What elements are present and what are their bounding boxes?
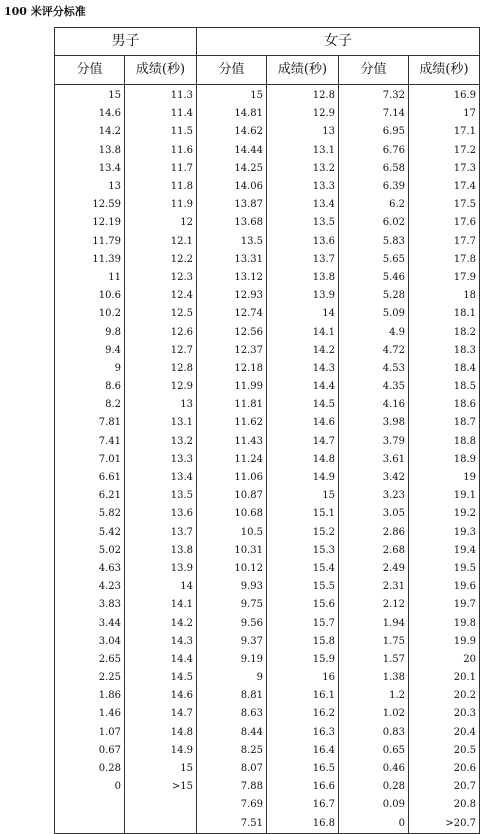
female-time-cell: 14.1 [267, 323, 339, 341]
male-time-cell: 11.9 [125, 196, 197, 214]
female-score-cell: 8.63 [197, 705, 267, 723]
female-score-cell-2: 7.14 [339, 105, 409, 123]
female-score-cell: 9.19 [197, 651, 267, 669]
male-time-cell: 13.1 [125, 414, 197, 432]
female-score-cell: 14.06 [197, 178, 267, 196]
male-time-cell: 14.5 [125, 669, 197, 687]
female-score-cell: 11.24 [197, 451, 267, 469]
female-score-cell: 8.07 [197, 760, 267, 778]
female-score-cell-2: 0 [339, 815, 409, 834]
female-score-cell-2: 2.12 [339, 596, 409, 614]
male-time-cell: 13.8 [125, 542, 197, 560]
female-time-cell: 14.7 [267, 433, 339, 451]
female-time-cell-2: 18.9 [409, 451, 480, 469]
female-time-cell-2: >20.7 [409, 815, 480, 834]
female-score-cell-2: 5.65 [339, 251, 409, 269]
table-row [55, 251, 480, 269]
table-row [55, 633, 480, 651]
table-row [55, 396, 480, 414]
table-row [55, 123, 480, 141]
female-score-cell: 8.81 [197, 687, 267, 705]
female-time-cell: 12.8 [267, 85, 339, 106]
female-time-cell: 15.4 [267, 560, 339, 578]
male-score-cell: 11.79 [55, 233, 125, 251]
table-row [55, 724, 480, 742]
table-row [55, 342, 480, 360]
female-score-cell: 9.37 [197, 633, 267, 651]
female-score-cell: 11.43 [197, 433, 267, 451]
female-score-cell-2: 0.83 [339, 724, 409, 742]
female-score-cell-2: 5.28 [339, 287, 409, 305]
male-time-cell: 14.8 [125, 724, 197, 742]
female-time-cell-2: 18.6 [409, 396, 480, 414]
table-row [55, 451, 480, 469]
female-score-cell-2: 7.32 [339, 85, 409, 106]
female-time-cell: 16.2 [267, 705, 339, 723]
male-time-cell: 14.7 [125, 705, 197, 723]
female-score-cell: 9.93 [197, 578, 267, 596]
female-time-cell-2: 18.2 [409, 323, 480, 341]
female-score-cell-2: 1.75 [339, 633, 409, 651]
female-score-cell-2: 4.72 [339, 342, 409, 360]
female-score-cell: 13.31 [197, 251, 267, 269]
male-time-cell: 13.5 [125, 487, 197, 505]
male-score-cell: 5.82 [55, 505, 125, 523]
female-time-cell-2: 17 [409, 105, 480, 123]
female-score-cell: 12.93 [197, 287, 267, 305]
female-score-cell-2: 4.53 [339, 360, 409, 378]
female-score-cell-2: 4.35 [339, 378, 409, 396]
female-score-cell: 12.18 [197, 360, 267, 378]
male-score-cell: 8.2 [55, 396, 125, 414]
female-time-cell: 14.4 [267, 378, 339, 396]
female-score-header: 分值 [197, 56, 267, 85]
male-score-cell: 7.81 [55, 414, 125, 432]
male-score-cell: 0.67 [55, 742, 125, 760]
female-score-cell-2: 0.28 [339, 778, 409, 796]
table-row [55, 505, 480, 523]
table-row [55, 105, 480, 123]
table-row [55, 160, 480, 178]
female-group-header: 女子 [197, 28, 480, 56]
male-time-cell: 14.6 [125, 687, 197, 705]
female-score-cell-2: 3.98 [339, 414, 409, 432]
male-time-cell: 11.4 [125, 105, 197, 123]
female-time-cell: 14.8 [267, 451, 339, 469]
table-row [55, 214, 480, 232]
female-time-cell-2: 19.8 [409, 614, 480, 632]
male-time-cell: 14.2 [125, 614, 197, 632]
male-time-cell: 12.8 [125, 360, 197, 378]
male-score-cell: 15 [55, 85, 125, 106]
female-time-cell: 16.1 [267, 687, 339, 705]
female-time-cell: 14.5 [267, 396, 339, 414]
female-score-cell-2: 3.42 [339, 469, 409, 487]
female-score-header-2: 分值 [339, 56, 409, 85]
table-row [55, 469, 480, 487]
female-time-cell-2: 17.1 [409, 123, 480, 141]
female-time-cell-2: 17.3 [409, 160, 480, 178]
male-score-cell: 11.39 [55, 251, 125, 269]
male-score-cell: 2.65 [55, 651, 125, 669]
group-header-row [55, 28, 480, 56]
female-time-cell-2: 16.9 [409, 85, 480, 106]
female-time-cell: 13.6 [267, 233, 339, 251]
male-score-cell: 5.42 [55, 524, 125, 542]
female-score-cell-2: 6.2 [339, 196, 409, 214]
female-score-cell-2: 2.31 [339, 578, 409, 596]
female-score-cell: 11.06 [197, 469, 267, 487]
female-score-cell: 12.56 [197, 323, 267, 341]
female-score-cell: 14.81 [197, 105, 267, 123]
table-row [55, 287, 480, 305]
column-header-row [55, 56, 480, 85]
female-score-cell-2: 0.09 [339, 796, 409, 814]
female-time-cell: 13.8 [267, 269, 339, 287]
female-time-cell: 15.5 [267, 578, 339, 596]
male-score-cell: 13 [55, 178, 125, 196]
female-score-cell: 9.56 [197, 614, 267, 632]
female-time-cell: 16.6 [267, 778, 339, 796]
female-time-cell: 16.3 [267, 724, 339, 742]
table-row [55, 578, 480, 596]
female-time-cell-2: 19.9 [409, 633, 480, 651]
table-row [55, 778, 480, 796]
table-row [55, 196, 480, 214]
female-score-cell-2: 0.65 [339, 742, 409, 760]
male-time-cell: >15 [125, 778, 197, 796]
female-time-cell-2: 17.2 [409, 142, 480, 160]
male-score-cell: 13.4 [55, 160, 125, 178]
female-time-cell: 16.8 [267, 815, 339, 834]
female-time-cell: 12.9 [267, 105, 339, 123]
female-time-cell-2: 19.6 [409, 578, 480, 596]
male-time-cell: 12.1 [125, 233, 197, 251]
table-row [55, 542, 480, 560]
female-score-cell: 13.12 [197, 269, 267, 287]
female-score-cell-2: 1.94 [339, 614, 409, 632]
table-row [55, 560, 480, 578]
female-time-cell: 14.9 [267, 469, 339, 487]
male-time-cell: 11.7 [125, 160, 197, 178]
female-time-cell-2: 17.7 [409, 233, 480, 251]
male-score-cell: 10.6 [55, 287, 125, 305]
male-time-cell [125, 796, 197, 814]
male-time-cell: 12.2 [125, 251, 197, 269]
female-time-cell-2: 20.7 [409, 778, 480, 796]
table-row [55, 796, 480, 814]
female-score-cell: 13.5 [197, 233, 267, 251]
female-time-cell: 15.7 [267, 614, 339, 632]
male-score-cell [55, 815, 125, 834]
female-score-cell-2: 1.38 [339, 669, 409, 687]
female-time-cell-2: 20.1 [409, 669, 480, 687]
female-time-cell-2: 19.4 [409, 542, 480, 560]
female-score-cell: 11.99 [197, 378, 267, 396]
female-score-cell: 8.44 [197, 724, 267, 742]
male-score-cell: 12.19 [55, 214, 125, 232]
female-score-cell: 14.44 [197, 142, 267, 160]
female-score-cell-2: 5.09 [339, 305, 409, 323]
table-row [55, 815, 480, 834]
male-time-cell: 12 [125, 214, 197, 232]
female-time-cell: 15.3 [267, 542, 339, 560]
male-time-cell: 14.9 [125, 742, 197, 760]
female-score-cell-2: 2.49 [339, 560, 409, 578]
score-table [54, 27, 480, 834]
male-score-cell [55, 796, 125, 814]
female-score-cell-2: 1.02 [339, 705, 409, 723]
female-score-cell: 10.68 [197, 505, 267, 523]
female-score-cell: 11.62 [197, 414, 267, 432]
female-time-cell-2: 20 [409, 651, 480, 669]
male-score-cell: 9 [55, 360, 125, 378]
female-time-cell-2: 20.5 [409, 742, 480, 760]
male-time-cell: 13.9 [125, 560, 197, 578]
male-time-cell: 12.6 [125, 323, 197, 341]
female-score-cell-2: 6.39 [339, 178, 409, 196]
table-row [55, 614, 480, 632]
female-score-cell-2: 3.79 [339, 433, 409, 451]
female-score-cell-2: 2.86 [339, 524, 409, 542]
male-score-cell: 6.61 [55, 469, 125, 487]
female-score-cell: 10.87 [197, 487, 267, 505]
female-score-cell-2: 3.05 [339, 505, 409, 523]
female-time-cell-2: 19.7 [409, 596, 480, 614]
table-row [55, 85, 480, 106]
table-row [55, 360, 480, 378]
male-time-cell: 13.7 [125, 524, 197, 542]
male-time-cell: 15 [125, 760, 197, 778]
male-score-cell: 11 [55, 269, 125, 287]
table-row [55, 378, 480, 396]
female-time-cell-2: 20.8 [409, 796, 480, 814]
female-time-cell-2: 18.8 [409, 433, 480, 451]
male-score-cell: 7.01 [55, 451, 125, 469]
female-time-cell-2: 19 [409, 469, 480, 487]
male-score-cell: 4.23 [55, 578, 125, 596]
table-row [55, 178, 480, 196]
female-time-header: 成绩(秒) [267, 56, 339, 85]
female-time-cell: 13.7 [267, 251, 339, 269]
female-time-cell-2: 19.3 [409, 524, 480, 542]
female-time-cell-2: 18.3 [409, 342, 480, 360]
female-time-cell: 15 [267, 487, 339, 505]
male-score-cell: 9.4 [55, 342, 125, 360]
male-score-cell: 1.86 [55, 687, 125, 705]
female-score-cell-2: 3.23 [339, 487, 409, 505]
male-score-cell: 7.41 [55, 433, 125, 451]
female-score-cell-2: 6.95 [339, 123, 409, 141]
female-time-cell-2: 19.1 [409, 487, 480, 505]
female-score-cell: 7.69 [197, 796, 267, 814]
male-score-cell: 14.2 [55, 123, 125, 141]
female-score-cell: 10.5 [197, 524, 267, 542]
male-time-cell: 14 [125, 578, 197, 596]
male-time-cell: 13.4 [125, 469, 197, 487]
male-time-cell: 14.1 [125, 596, 197, 614]
table-row [55, 142, 480, 160]
female-time-cell: 13 [267, 123, 339, 141]
female-score-cell-2: 2.68 [339, 542, 409, 560]
male-score-cell: 0.28 [55, 760, 125, 778]
female-time-cell: 15.1 [267, 505, 339, 523]
male-time-cell: 12.5 [125, 305, 197, 323]
female-score-cell: 14.62 [197, 123, 267, 141]
female-time-cell-2: 17.9 [409, 269, 480, 287]
female-score-cell: 9 [197, 669, 267, 687]
female-time-cell-2: 18 [409, 287, 480, 305]
male-score-cell: 2.25 [55, 669, 125, 687]
male-score-cell: 13.8 [55, 142, 125, 160]
male-score-cell: 4.63 [55, 560, 125, 578]
female-score-cell: 15 [197, 85, 267, 106]
female-score-cell: 8.25 [197, 742, 267, 760]
female-score-cell-2: 6.76 [339, 142, 409, 160]
male-time-cell: 13.3 [125, 451, 197, 469]
female-time-cell-2: 17.8 [409, 251, 480, 269]
male-score-cell: 0 [55, 778, 125, 796]
table-row [55, 651, 480, 669]
male-score-cell: 9.8 [55, 323, 125, 341]
female-score-cell: 7.88 [197, 778, 267, 796]
female-score-cell: 13.68 [197, 214, 267, 232]
female-score-cell-2: 5.83 [339, 233, 409, 251]
female-time-cell-2: 17.4 [409, 178, 480, 196]
female-time-cell-2: 18.1 [409, 305, 480, 323]
female-time-cell-2: 18.4 [409, 360, 480, 378]
table-row [55, 487, 480, 505]
female-time-header-2: 成绩(秒) [409, 56, 480, 85]
male-group-header: 男子 [55, 28, 197, 56]
table-row [55, 742, 480, 760]
male-score-cell: 5.02 [55, 542, 125, 560]
male-time-cell: 11.3 [125, 85, 197, 106]
female-time-cell: 16 [267, 669, 339, 687]
male-time-cell: 12.7 [125, 342, 197, 360]
male-time-cell: 14.3 [125, 633, 197, 651]
male-time-cell: 13.6 [125, 505, 197, 523]
female-time-cell-2: 18.7 [409, 414, 480, 432]
table-row [55, 269, 480, 287]
female-time-cell: 15.2 [267, 524, 339, 542]
male-score-cell: 3.44 [55, 614, 125, 632]
table-row [55, 669, 480, 687]
female-score-cell: 12.37 [197, 342, 267, 360]
female-time-cell: 15.6 [267, 596, 339, 614]
female-time-cell: 16.4 [267, 742, 339, 760]
female-score-cell-2: 5.46 [339, 269, 409, 287]
female-score-cell-2: 4.9 [339, 323, 409, 341]
female-time-cell-2: 17.6 [409, 214, 480, 232]
male-score-cell: 3.83 [55, 596, 125, 614]
male-time-cell: 11.6 [125, 142, 197, 160]
table-row [55, 596, 480, 614]
female-score-cell: 13.87 [197, 196, 267, 214]
female-time-cell: 13.4 [267, 196, 339, 214]
female-time-cell-2: 20.3 [409, 705, 480, 723]
female-score-cell: 10.12 [197, 560, 267, 578]
female-score-cell: 9.75 [197, 596, 267, 614]
female-score-cell: 11.81 [197, 396, 267, 414]
female-score-cell: 14.25 [197, 160, 267, 178]
male-score-cell: 3.04 [55, 633, 125, 651]
male-score-cell: 12.59 [55, 196, 125, 214]
male-time-cell: 13.2 [125, 433, 197, 451]
female-time-cell: 13.2 [267, 160, 339, 178]
female-time-cell: 15.9 [267, 651, 339, 669]
female-score-cell: 7.51 [197, 815, 267, 834]
female-time-cell: 14 [267, 305, 339, 323]
female-time-cell: 15.8 [267, 633, 339, 651]
male-time-cell [125, 815, 197, 834]
female-score-cell-2: 0.46 [339, 760, 409, 778]
male-time-cell: 11.8 [125, 178, 197, 196]
male-time-header: 成绩(秒) [125, 56, 197, 85]
score-table-body [55, 85, 480, 834]
male-score-cell: 10.2 [55, 305, 125, 323]
female-time-cell: 13.1 [267, 142, 339, 160]
female-score-cell-2: 4.16 [339, 396, 409, 414]
female-time-cell-2: 18.5 [409, 378, 480, 396]
table-row [55, 524, 480, 542]
female-time-cell-2: 17.5 [409, 196, 480, 214]
female-time-cell-2: 19.5 [409, 560, 480, 578]
male-time-cell: 14.4 [125, 651, 197, 669]
table-row [55, 433, 480, 451]
table-row [55, 305, 480, 323]
female-time-cell: 14.2 [267, 342, 339, 360]
female-time-cell-2: 20.2 [409, 687, 480, 705]
male-score-cell: 14.6 [55, 105, 125, 123]
female-score-cell-2: 1.57 [339, 651, 409, 669]
female-score-cell: 10.31 [197, 542, 267, 560]
female-time-cell: 14.3 [267, 360, 339, 378]
female-score-cell: 12.74 [197, 305, 267, 323]
table-row [55, 233, 480, 251]
female-time-cell-2: 19.2 [409, 505, 480, 523]
female-time-cell: 13.5 [267, 214, 339, 232]
male-score-cell: 1.07 [55, 724, 125, 742]
female-time-cell-2: 20.6 [409, 760, 480, 778]
page-title: 100 米评分标准 [4, 5, 86, 18]
male-score-cell: 1.46 [55, 705, 125, 723]
male-score-cell: 6.21 [55, 487, 125, 505]
table-row [55, 414, 480, 432]
female-time-cell: 13.3 [267, 178, 339, 196]
female-time-cell: 16.7 [267, 796, 339, 814]
male-time-cell: 12.4 [125, 287, 197, 305]
table-row [55, 687, 480, 705]
table-row [55, 705, 480, 723]
male-time-cell: 13 [125, 396, 197, 414]
male-time-cell: 12.3 [125, 269, 197, 287]
female-score-cell-2: 3.61 [339, 451, 409, 469]
female-time-cell: 13.9 [267, 287, 339, 305]
female-time-cell: 14.6 [267, 414, 339, 432]
female-score-cell-2: 6.58 [339, 160, 409, 178]
female-score-cell-2: 6.02 [339, 214, 409, 232]
female-score-cell-2: 1.2 [339, 687, 409, 705]
female-time-cell: 16.5 [267, 760, 339, 778]
table-row [55, 323, 480, 341]
male-score-cell: 8.6 [55, 378, 125, 396]
male-score-header: 分值 [55, 56, 125, 85]
male-time-cell: 11.5 [125, 123, 197, 141]
male-time-cell: 12.9 [125, 378, 197, 396]
female-time-cell-2: 20.4 [409, 724, 480, 742]
